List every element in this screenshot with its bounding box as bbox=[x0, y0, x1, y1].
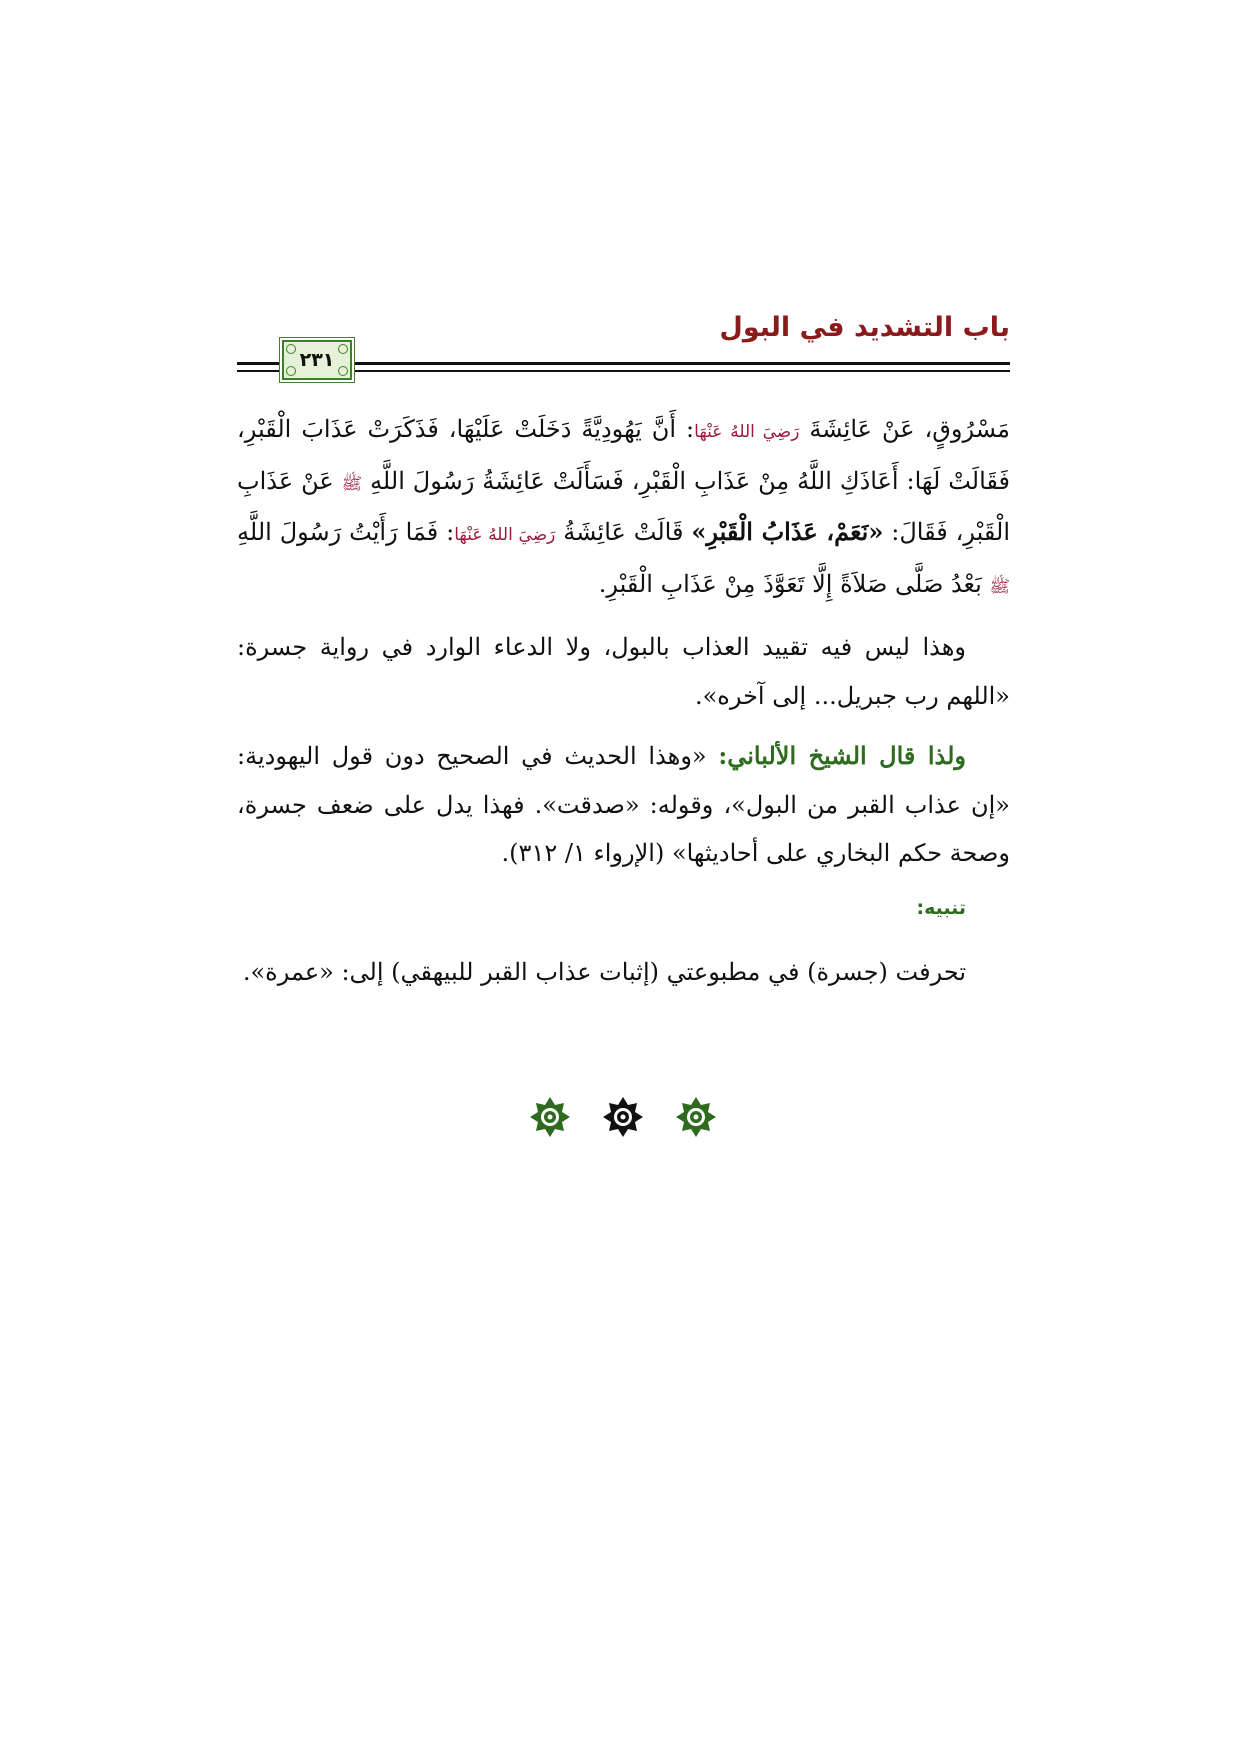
flower-ornament-icon bbox=[601, 1095, 645, 1139]
page-number-frame bbox=[282, 340, 352, 380]
albani-paragraph bbox=[237, 732, 1010, 878]
note-heading: تنبيه: bbox=[916, 896, 966, 919]
hadith-text: مَسْرُوقٍ، عَنْ عَائِشَةَ bbox=[799, 415, 1011, 443]
flower-ornament-icon bbox=[528, 1095, 572, 1139]
honorific-mark: رَضِيَ اللهُ عَنْهَا bbox=[454, 525, 556, 545]
page-header bbox=[237, 312, 1010, 384]
hadith-text: عَنْ عَذَابِ الْقَبْرِ، فَقَالَ: bbox=[237, 466, 1010, 546]
prophet-quote: «نَعَمْ، عَذَابُ الْقَبْرِ» bbox=[691, 517, 884, 546]
honorific-mark: رَضِيَ اللهُ عَنْهَا bbox=[694, 422, 800, 442]
header-rule bbox=[355, 362, 1010, 372]
flower-ornament-icon bbox=[674, 1095, 718, 1139]
frame-corner-icon bbox=[286, 366, 296, 376]
header-rule-left bbox=[237, 362, 279, 372]
page-body bbox=[237, 405, 1010, 996]
albani-quote: «وهذا الحديث في الصحيح دون قول اليهودية: «إن عذاب القبر من البول»، وقوله: «صدقت». فهذا يدل على ضعف جسرة، وصحة حكم البخاري على أحاديثها» (الإرواء ١/ ٣١٢). bbox=[237, 742, 1010, 867]
hadith-text: بَعْدُ صَلَّى صَلاَةً إِلَّا تَعَوَّذَ مِنْ عَذَابِ الْقَبْرِ. bbox=[598, 569, 990, 598]
frame-corner-icon bbox=[338, 344, 348, 354]
note-paragraph: تحرفت (جسرة) في مطبوعتي (إثبات عذاب القبر للبيهقي) إلى: «عمرة». bbox=[242, 957, 966, 986]
frame-corner-icon bbox=[338, 366, 348, 376]
frame-corner-icon bbox=[286, 344, 296, 354]
honorific-mark: ﷺ bbox=[989, 576, 1010, 597]
albani-lead: ولذا قال الشيخ الألباني: bbox=[718, 741, 966, 770]
section-end-ornament bbox=[528, 1093, 718, 1141]
honorific-mark: ﷺ bbox=[341, 473, 363, 494]
hadith-text: قَالَتْ عَائِشَةُ bbox=[555, 518, 692, 546]
chapter-title: باب التشديد في البول bbox=[719, 312, 1010, 343]
hadith-text: : فَمَا رَأَيْتُ رَسُولَ اللَّهِ bbox=[237, 518, 455, 546]
page-number: ٢٣١ bbox=[299, 349, 335, 371]
hadith-paragraph bbox=[237, 405, 1010, 611]
commentary-paragraph: وهذا ليس فيه تقييد العذاب بالبول، ولا الدعاء الوارد في رواية جسرة: «اللهم رب جبريل... إلى آخره». bbox=[237, 633, 1010, 710]
hadith-text: : أَنَّ يَهُودِيَّةً دَخَلَتْ عَلَيْهَا، فَذَكَرَتْ عَذَابَ الْقَبْرِ، فَقَالَتْ لَهَا: أَعَاذَكِ اللَّهُ مِنْ عَذَابِ الْقَبْرِ، فَسَأَلَتْ عَائِشَةُ رَسُولَ اللَّهِ bbox=[237, 415, 1010, 495]
